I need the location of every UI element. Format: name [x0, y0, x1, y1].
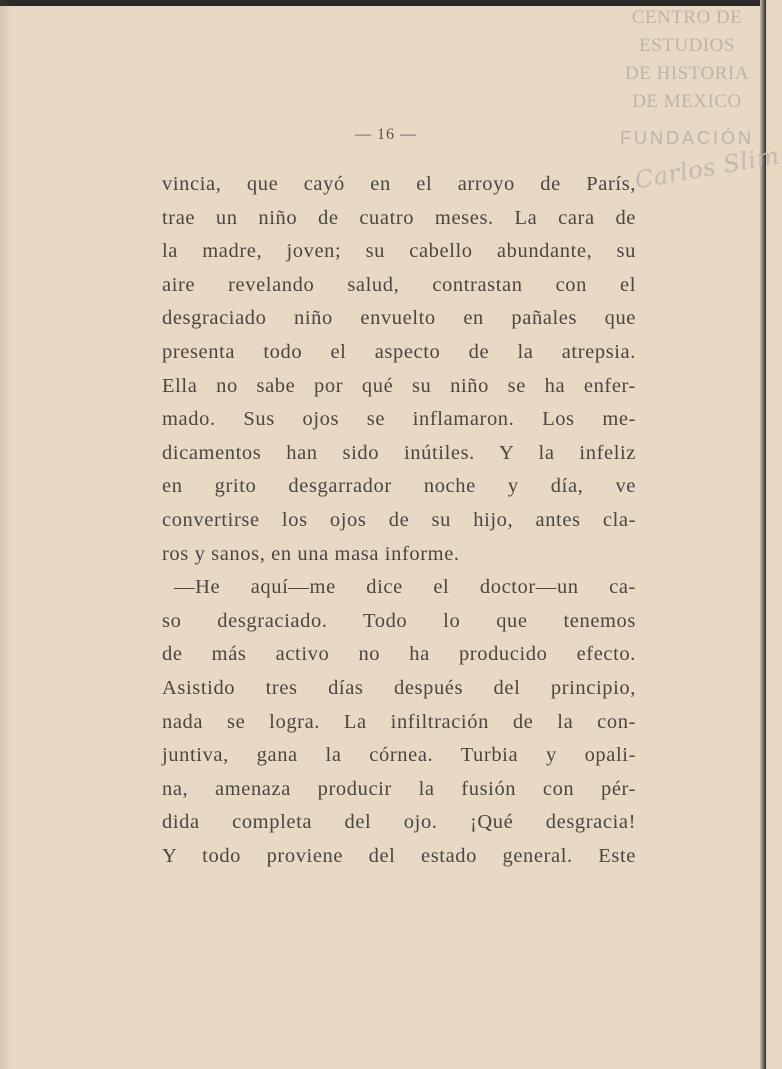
watermark-line: DE MEXICO — [632, 91, 742, 112]
text-line: la madre, joven; su cabello abundante, su — [162, 240, 636, 263]
text-line: nada se logra. La infiltración de la con- — [162, 710, 636, 733]
text-line: trae un niño de cuatro meses. La cara de — [162, 206, 636, 229]
text-line: Ella no sabe por qué su niño se ha enfer- — [162, 374, 636, 397]
text-line: —He aquí—me dice el doctor—un ca- — [174, 576, 636, 599]
watermark-foundation: FUNDACIÓN — [620, 128, 754, 148]
page-number: — 16 — — [355, 126, 417, 143]
text-line: convertirse los ojos de su hijo, antes cla- — [162, 508, 636, 531]
text-line: juntiva, gana la córnea. Turbia y opali- — [162, 744, 636, 767]
text-line: presenta todo el aspecto de la atrepsia. — [162, 340, 636, 363]
text-line: desgraciado niño envuelto en pañales que — [162, 307, 636, 330]
paragraph-1 — [162, 168, 636, 571]
body-text — [162, 168, 636, 873]
text-line: ros y sanos, en una masa informe. — [162, 542, 460, 565]
watermark-line: DE HISTORIA — [625, 63, 749, 84]
scan-left-shade — [0, 0, 12, 1069]
text-line: vincia, que cayó en el arroyo de París, — [162, 173, 636, 195]
text-line: Asistido tres días después del principio, — [162, 676, 636, 699]
text-line: dida completa del ojo. ¡Qué desgracia! — [162, 811, 636, 834]
text-line: Y todo proviene del estado general. Este — [162, 844, 636, 867]
watermark-line: ESTUDIOS — [639, 35, 735, 56]
text-line: en grito desgarrador noche y día, ve — [162, 475, 636, 498]
text-line: mado. Sus ojos se inflamaron. Los me- — [162, 408, 636, 431]
watermark-line: CENTRO DE — [631, 7, 743, 28]
text-line: so desgraciado. Todo lo que tenemos — [162, 609, 636, 632]
text-line: dicamentos han sido inútiles. Y la infeliz — [162, 441, 636, 464]
text-line: de más activo no ha producido efecto. — [162, 643, 636, 666]
text-line: aire revelando salud, contrastan con el — [162, 273, 636, 296]
watermark-stamp — [612, 4, 782, 195]
text-line: na, amenaza producir la fusión con pér- — [162, 777, 636, 800]
paragraph-2 — [162, 571, 636, 873]
watermark-signature: Carlos Slim — [632, 141, 782, 195]
